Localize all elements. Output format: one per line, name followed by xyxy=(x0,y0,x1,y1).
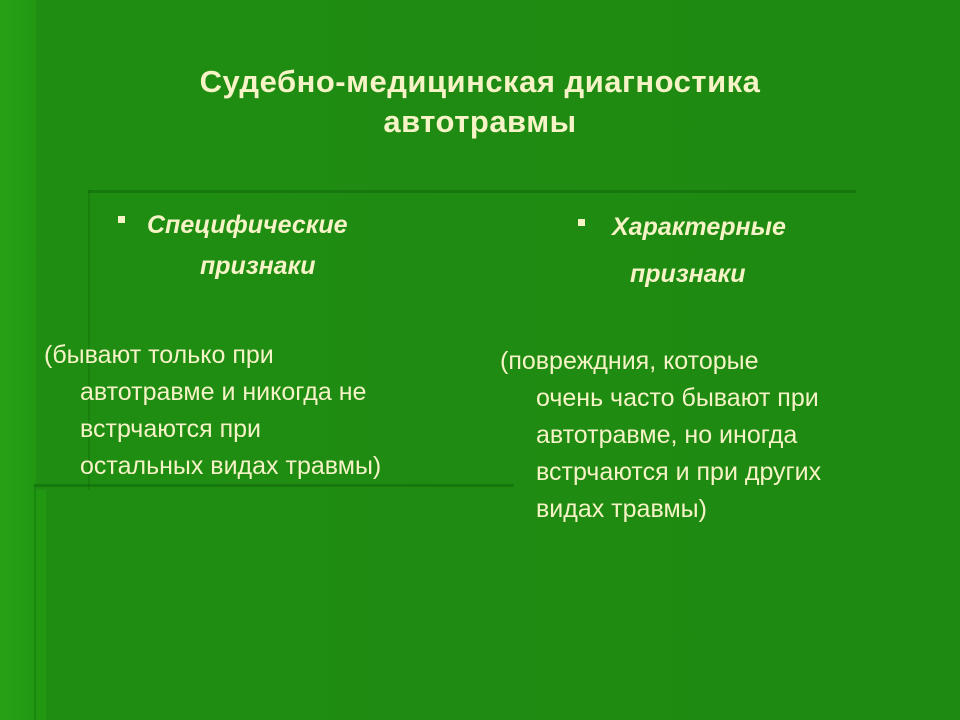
right-body-line: (повреждния, которые xyxy=(500,347,759,375)
divider-line-vertical xyxy=(34,484,36,720)
left-body-line: остальных видах травмы) xyxy=(80,452,382,480)
right-body-line: видах травмы) xyxy=(536,495,707,523)
right-heading-line1: Характерные xyxy=(612,213,786,241)
right-body-line: автотравме, но иногда xyxy=(536,421,798,449)
texture-stripe xyxy=(36,490,46,720)
left-body-text xyxy=(44,337,381,485)
left-body-line: автотравме и никогда не xyxy=(80,378,367,406)
right-body-text xyxy=(500,343,821,528)
slide-title xyxy=(0,62,960,142)
left-heading-line1: Специфические xyxy=(147,211,348,239)
right-body-line: очень часто бывают при xyxy=(536,384,819,412)
bullet-icon xyxy=(578,219,585,226)
left-heading-line2: признаки xyxy=(200,252,316,280)
left-body-line: (бывают только при xyxy=(44,341,274,369)
slide-title-line2: автотравмы xyxy=(383,104,577,139)
slide-title-line1: Судебно-медицинская диагностика xyxy=(199,64,761,99)
right-body-line: встрчаются и при других xyxy=(536,458,822,486)
bullet-icon xyxy=(118,216,125,223)
divider-line-top xyxy=(88,190,856,193)
left-body-line: встрчаются при xyxy=(80,415,261,443)
right-heading-line2: признаки xyxy=(630,260,746,288)
